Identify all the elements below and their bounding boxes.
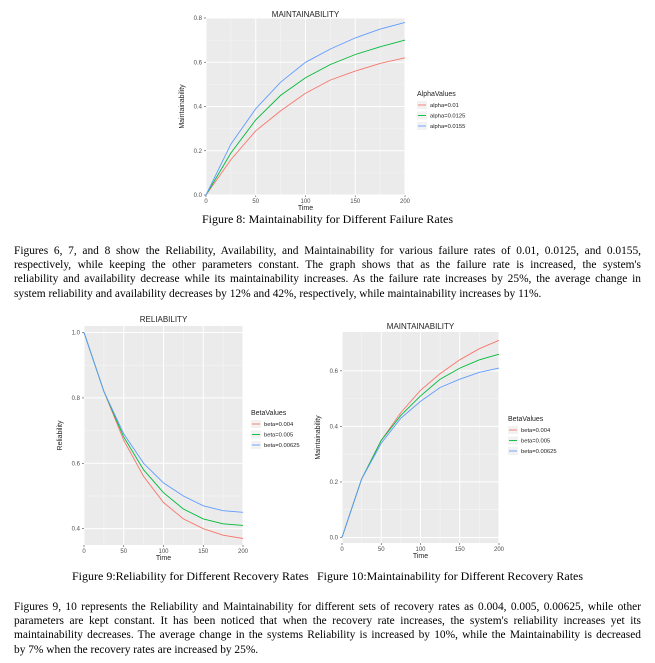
x-tick-label: 100 [158,549,169,555]
paragraph-line: parameters are kept constant. It has been noticed that when the recovery rate increases, the system's reliability increases yet its [14,615,641,628]
figure-10 [315,318,578,562]
figure-8-chart [170,4,510,212]
legend-label: alpha=0.01 [430,103,459,109]
x-tick-label: 200 [493,547,505,553]
figure-8-caption: Figure 8: Maintainability for Different Failure Rates [201,212,454,226]
legend-label: beta=0.00625 [264,443,300,449]
y-tick-label: 0.8 [193,16,202,22]
x-tick-label: 50 [120,549,128,555]
y-tick-label: 0.0 [329,535,338,542]
legend-label: beta=0.004 [521,428,551,434]
paragraph-2 [14,600,641,657]
y-tick-label: 0.4 [193,104,202,111]
figure-9-chart [54,312,314,562]
y-tick-label: 0.2 [193,148,202,155]
x-tick-label: 100 [300,199,311,205]
x-tick-label: 200 [237,549,249,555]
paragraph-line: maintainability decreases. The average change in the systems Reliability is increased by 10%, while the Maintainability is decreased [14,629,641,642]
paragraph-line: Figures 6, 7, and 8 show the Reliability, Availability, and Maintainability for various failure rates of 0.01, 0.0125, and 0.0155, [14,245,641,257]
y-tick-label: 0.0 [193,193,202,199]
x-tick-label: 0 [204,199,208,205]
x-tick-label: 200 [399,199,411,205]
x-tick-label: 150 [198,549,209,555]
chart-title: MAINTAINABILITY [271,10,340,19]
y-tick-label: 0.6 [193,60,202,67]
x-axis-label: Time [155,555,172,562]
y-tick-label: 1.0 [71,330,80,337]
x-tick-label: 50 [252,199,260,205]
y-axis-label: Maintainability [179,84,186,129]
legend-label: alpha=0.0125 [430,113,466,120]
legend-title: BetaValues [508,416,544,423]
x-tick-label: 150 [350,199,361,205]
figure-8 [170,4,510,212]
figure-10-caption: Figure 10:Maintainability for Different Recovery Rates [317,569,584,583]
figure-9-caption: Figure 9:Reliability for Different Recovery Rates [72,569,309,583]
legend-label: alpha=0.0155 [430,124,466,130]
x-axis-label: Time [297,205,314,212]
figure-9 [54,312,314,562]
paragraph-line: reliability and availability decrease while its maintainability increases. As the failure rate increases by 25%, the average change in [14,273,641,286]
y-tick-label: 0.8 [71,395,80,402]
y-tick-label: 0.4 [71,526,80,533]
legend-label: beta=0.005 [264,432,294,439]
legend-label: beta=0.00625 [521,449,557,455]
x-tick-label: 0 [340,547,344,553]
paragraph-line: Figures 9, 10 represents the Reliability and Maintainability for different sets of recovery rates as 0.004, 0.005, 0.00625, while other [14,601,641,613]
paragraph-1 [14,244,641,301]
chart-title: MAINTAINABILITY [386,322,455,331]
chart-title: RELIABILITY [139,315,188,324]
x-axis-label: Time [412,553,429,560]
paragraph-line: system reliability and availability decreases by 12% and 42%, respectively, while maintainability increases by 11%. [14,287,542,300]
y-tick-label: 0.4 [329,424,338,431]
y-axis-label: Maintainability [315,415,322,460]
legend-label: beta=0.005 [521,438,551,445]
y-tick-label: 0.2 [329,479,338,486]
x-tick-label: 0 [82,549,86,555]
x-tick-label: 150 [454,547,465,553]
paragraph-line: by 7% when the recovery rates are increased by 25%. [14,643,259,656]
x-tick-label: 50 [377,547,385,553]
x-tick-label: 100 [415,547,426,553]
y-tick-label: 0.6 [329,368,338,375]
y-tick-label: 0.6 [71,461,80,468]
y-axis-label: Reliability [57,420,64,451]
legend-title: BetaValues [251,410,287,417]
legend-label: beta=0.004 [264,422,294,428]
paragraph-line: respectively, while keeping the other parameters constant. The graph shows that as the failure rate is increased, the system's [14,259,641,272]
figure-10-chart [315,318,578,562]
legend-title: AlphaValues [417,91,456,98]
